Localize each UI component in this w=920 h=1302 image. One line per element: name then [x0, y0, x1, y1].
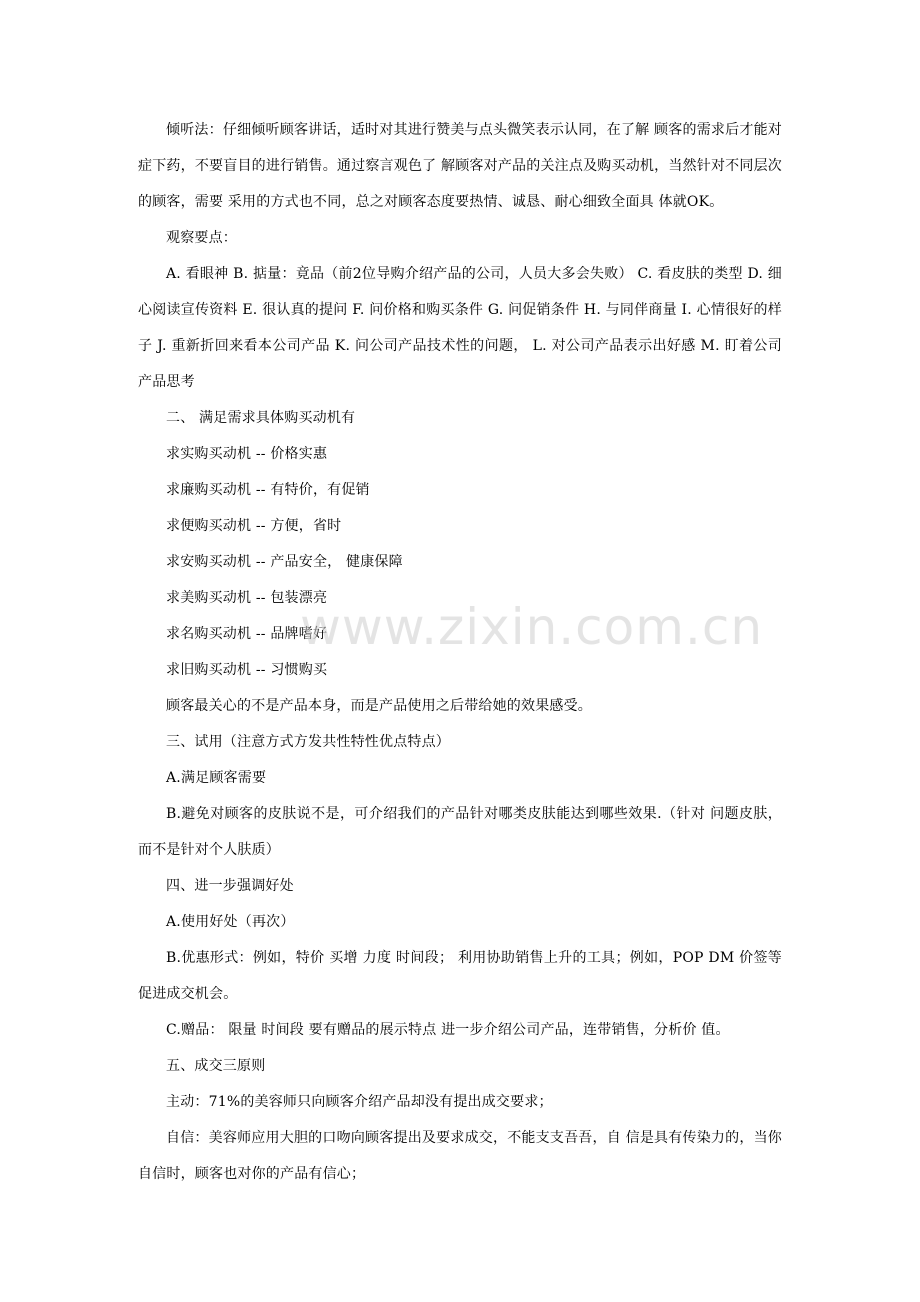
benefit-item-c: C.赠品： 限量 时间段 要有赠品的展示特点 进一步介绍公司产品，连带销售，分析价 值。: [166, 1022, 730, 1038]
watermark-text: www.zixin.com.cn: [300, 598, 764, 656]
motive-item: 求便购买动机 -- 方便，省时: [166, 518, 342, 534]
motive-item: 求美购买动机 -- 包装漂亮: [166, 590, 328, 606]
principle-initiative: 主动：71%的美容师只向顾客介绍产品却没有提出成交要求；: [166, 1094, 553, 1110]
section-heading-3: 三、试用（注意方式方发共性特性优点特点）: [166, 734, 450, 750]
trial-item-a: A.满足顾客需要: [166, 770, 267, 786]
motive-item: 求安购买动机 -- 产品安全， 健康保障: [166, 554, 403, 570]
trial-item-b: B.避免对顾客的皮肤说不是，可介绍我们的产品针对哪类皮肤能达到哪些效果.（针对 问题皮肤，而不是针对个人肤质）: [138, 806, 782, 858]
benefit-item-a: A.使用好处（再次）: [166, 914, 295, 930]
motive-item: 求实购买动机 -- 价格实惠: [166, 446, 328, 462]
section-heading-5: 五、成交三原则: [166, 1058, 266, 1074]
paragraph-observation-points: A. 看眼神 B. 掂量：竟品（前2位导购介绍产品的公司，人员大多会失败） C. 看皮肤的类型 D. 细心阅读宣传资料 E. 很认真的提问 F. 问价格和购买条件 G. 问促销条件 H. 与同伴商量 I. 心情很好的样子 J. 重新折回来看本公司产品 K. 问公司产品技术性的问题， L. 对公司产品表示出好感 M. 盯着公司产品思考: [138, 266, 782, 390]
paragraph-observation-heading: 观察要点：: [166, 230, 237, 246]
motive-item: 求名购买动机 -- 品牌嗜好: [166, 626, 328, 642]
motive-item: 求旧购买动机 -- 习惯购买: [166, 662, 328, 678]
motive-item: 求廉购买动机 -- 有特价，有促销: [166, 482, 370, 498]
document-body: [138, 112, 782, 1192]
section-heading-4: 四、进一步强调好处: [166, 878, 294, 894]
paragraph-listening-method: 倾听法：仔细倾听顾客讲话，适时对其进行赞美与点头微笑表示认同，在了解 顾客的需求后才能对症下药，不要盲目的进行销售。通过察言观色了 解顾客对产品的关注点及购买动机，当然针对不同层次的顾客，需要 采用的方式也不同，总之对顾客态度要热情、诚恳、耐心细致全面具 体就OK。: [138, 122, 782, 210]
paragraph-customer-concern: 顾客最关心的不是产品本身，而是产品使用之后带给她的效果感受。: [166, 698, 592, 714]
section-heading-2: 二、 满足需求具体购买动机有: [166, 410, 356, 426]
benefit-item-b: B.优惠形式：例如，特价 买增 力度 时间段； 利用协助销售上升的工具；例如，POP DM 价签等促进成交机会。: [138, 950, 782, 1002]
principle-confidence: 自信：美容师应用大胆的口吻向顾客提出及要求成交，不能支支吾吾，自 信是具有传染力的，当你自信时，顾客也对你的产品有信心；: [138, 1130, 782, 1182]
